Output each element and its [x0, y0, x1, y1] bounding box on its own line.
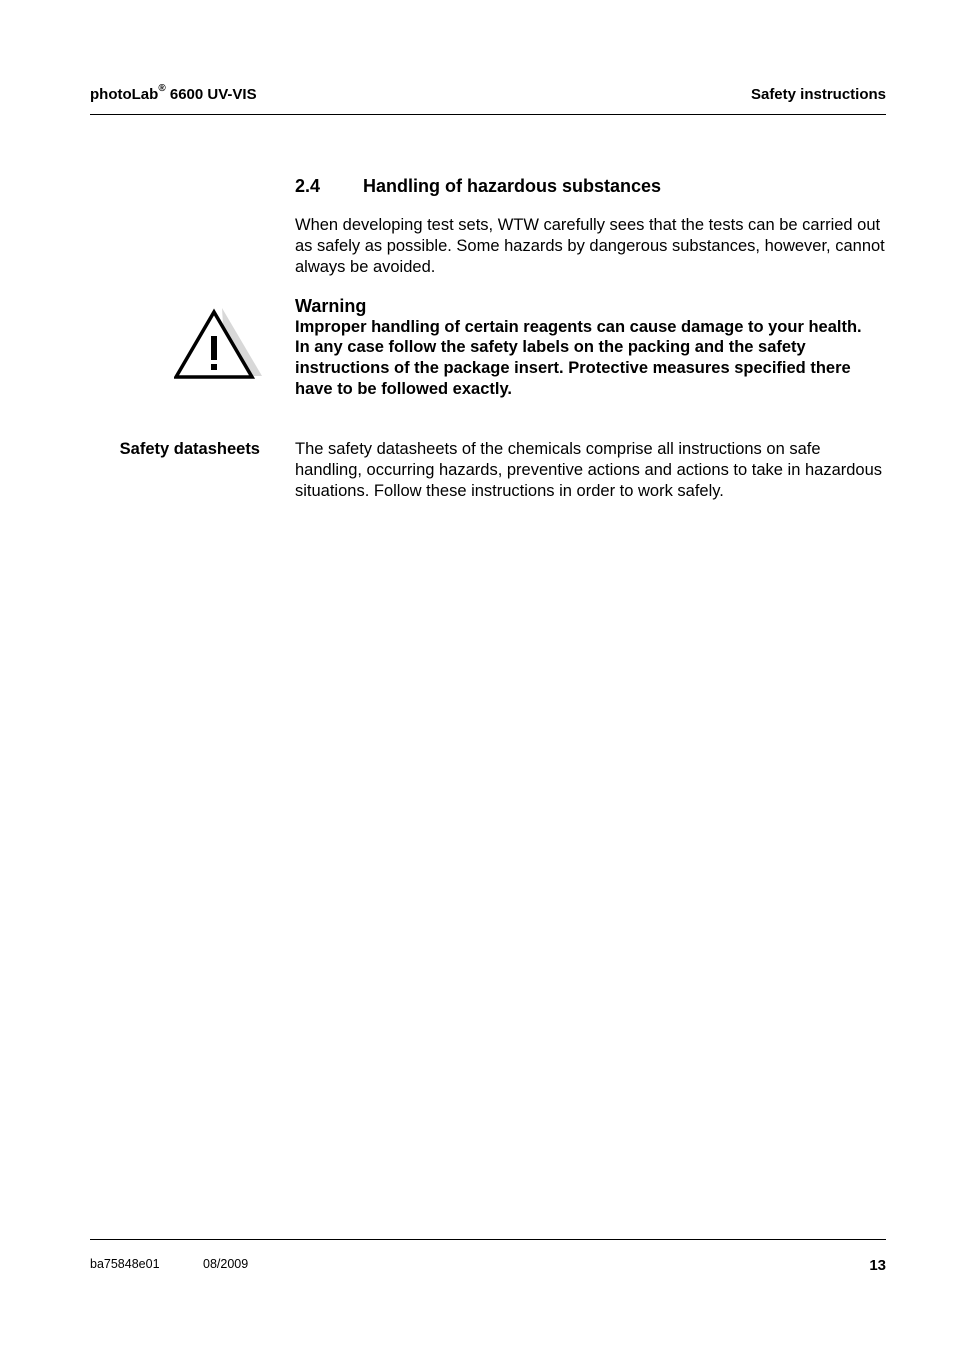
- page-number: 13: [869, 1257, 886, 1274]
- safety-datasheets-label: Safety datasheets: [119, 440, 260, 458]
- header-chapter: Safety instructions: [750, 86, 886, 103]
- section-intro: When developing test sets, WTW carefully sees that the tests can be carried out as safely as possible. Some hazards by dangerous substances, however, cannot always be avoided.: [295, 216, 885, 276]
- section-number: 2.4: [295, 176, 321, 196]
- header-product: [90, 83, 257, 103]
- product-name: photoLab: [90, 86, 159, 103]
- product-model: 6600 UV-VIS: [165, 86, 257, 103]
- page-footer: [90, 1239, 886, 1280]
- doc-date: 08/2009: [203, 1257, 249, 1271]
- safety-datasheets-text: The safety datasheets of the chemicals comprise all instructions on safe handling, occurring hazards, preventive actions and actions to take in hazardous situations. Follow these instructions in order to work safely.: [295, 440, 883, 500]
- section-heading: [295, 176, 661, 197]
- warning-line-2: In any case follow the safety labels on the packing and the safety instructions of the package insert. Protective measures specified there have to be followed exactly.: [295, 338, 851, 398]
- warning-block: [295, 294, 890, 400]
- page-header: [90, 84, 886, 115]
- doc-code: ba75848e01: [90, 1257, 160, 1271]
- warning-line-1: Improper handling of certain reagents can cause damage to your health.: [295, 318, 862, 336]
- section-title: Handling of hazardous substances: [363, 176, 662, 196]
- warning-triangle-icon: [174, 300, 266, 384]
- warning-title: Warning: [295, 296, 367, 316]
- registered-mark: ®: [158, 83, 166, 94]
